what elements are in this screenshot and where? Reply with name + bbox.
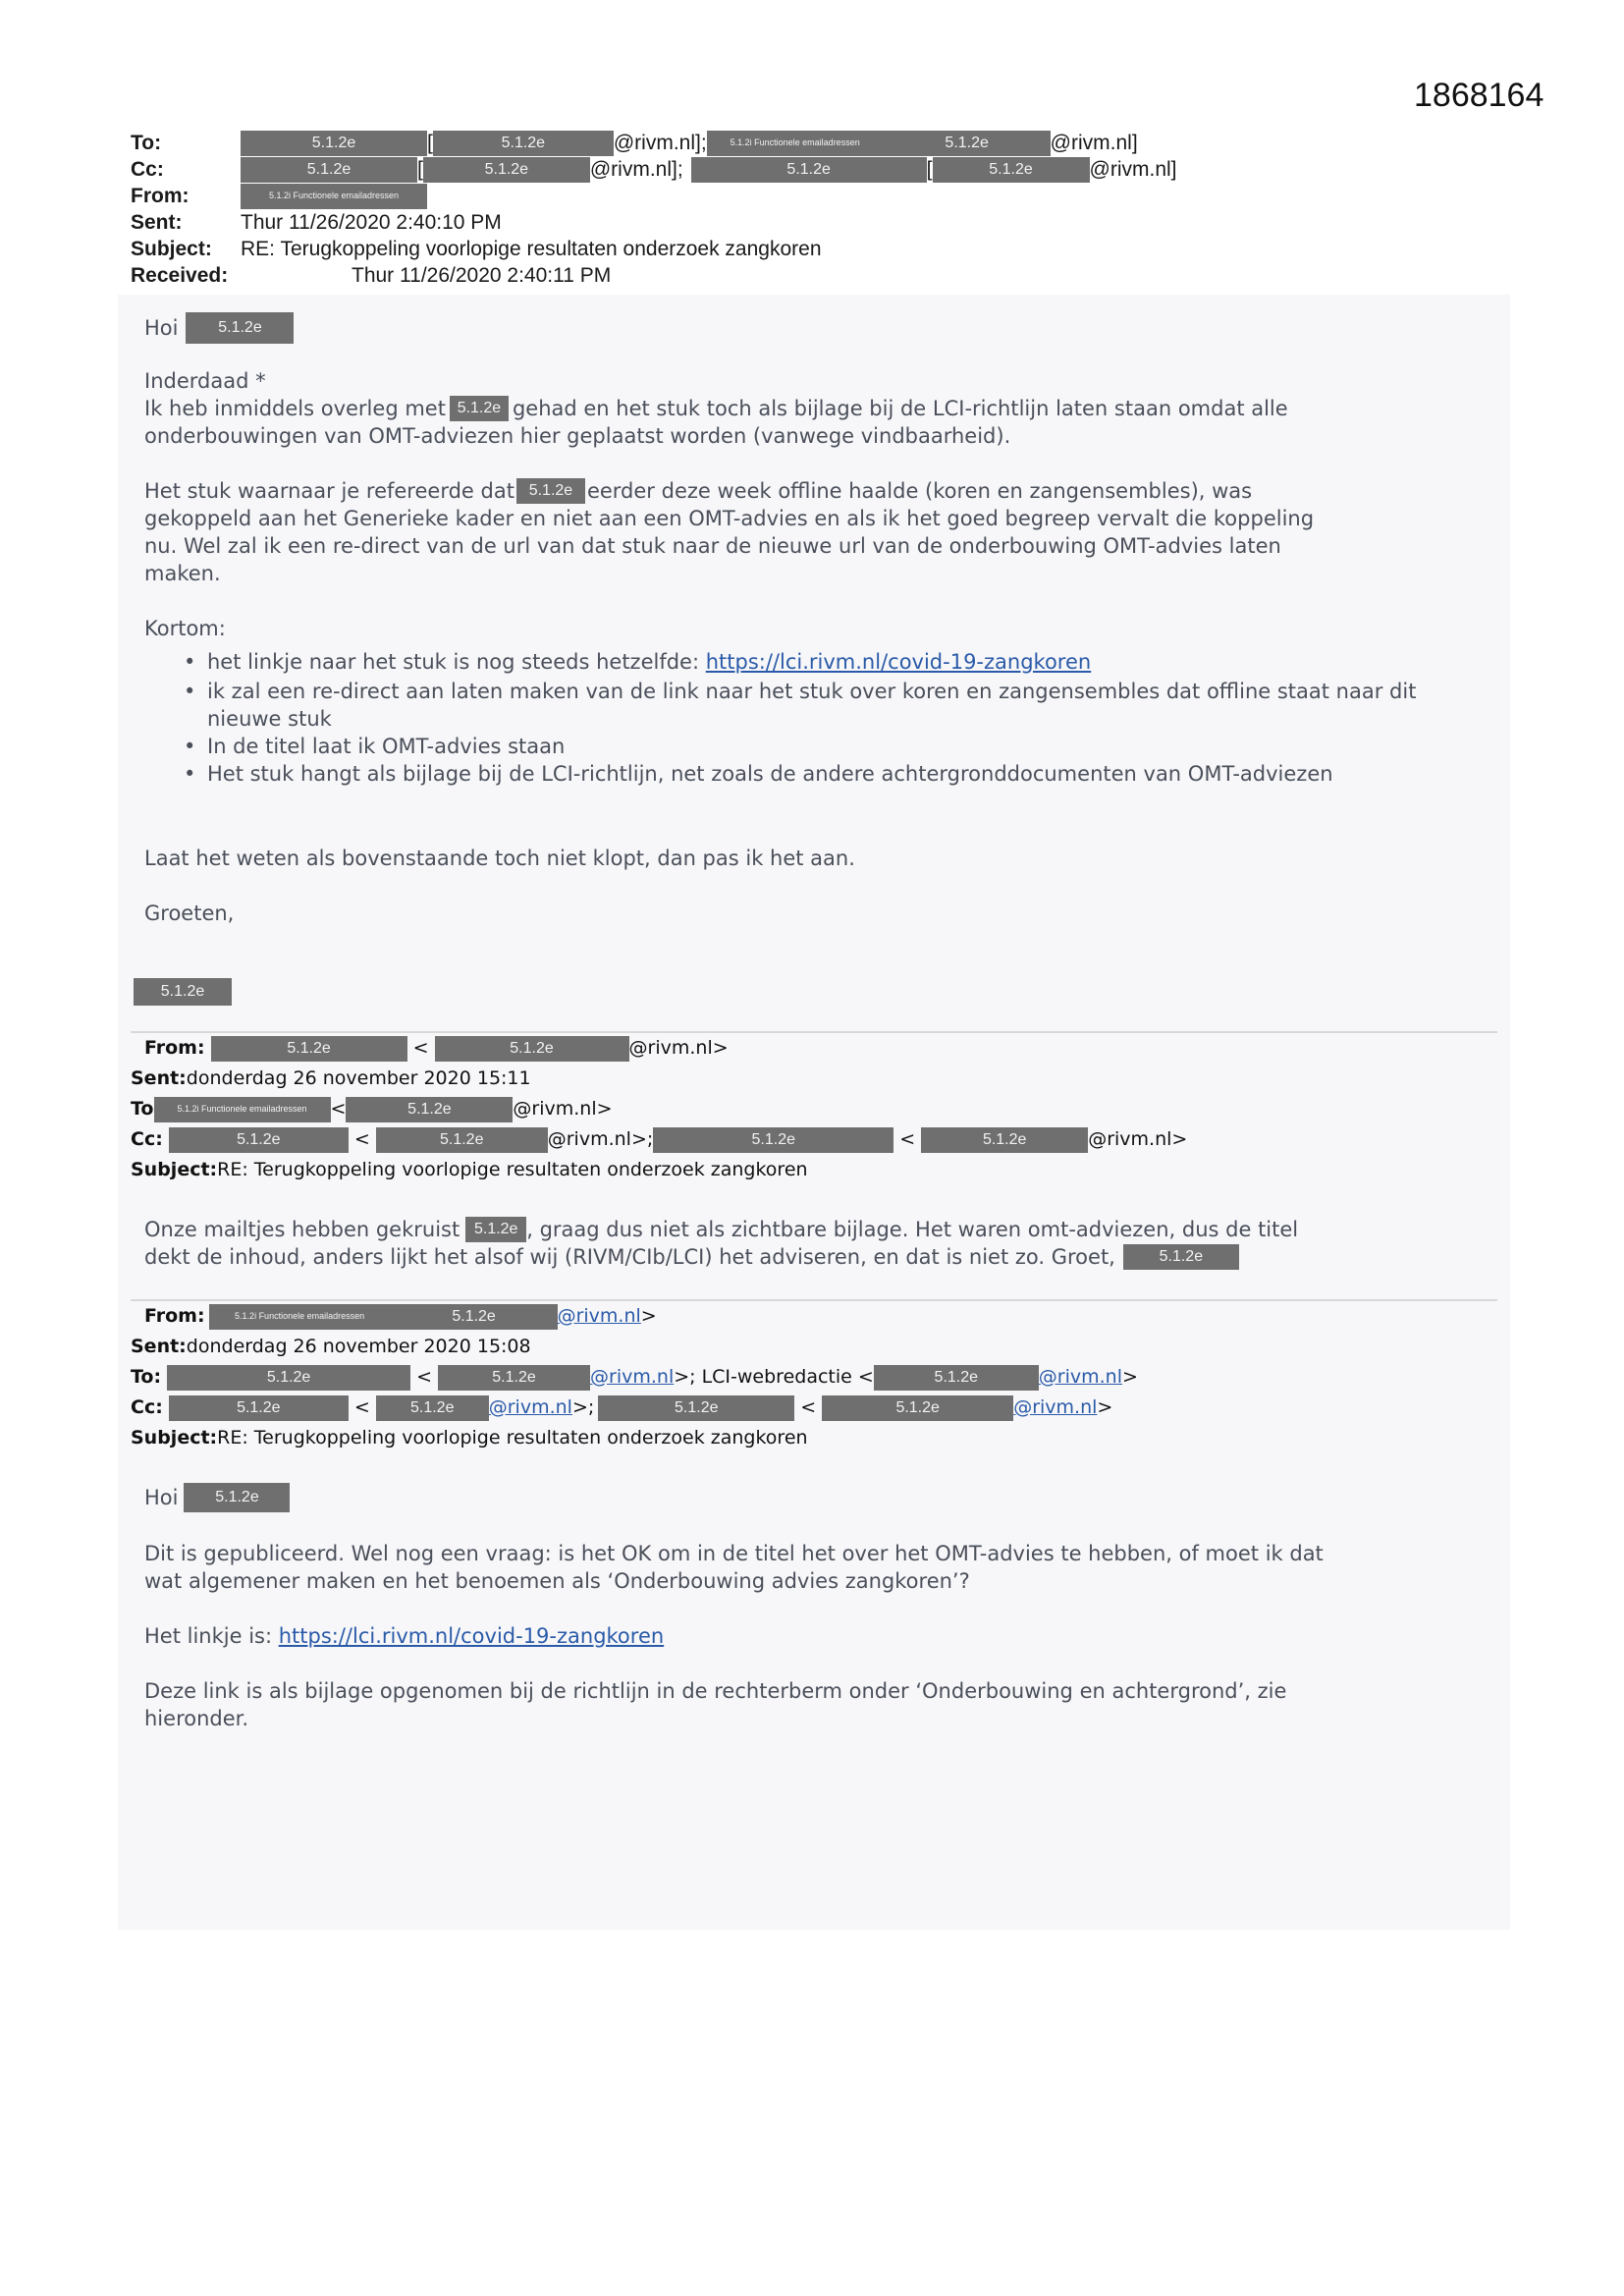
redaction-box: 5.1.2e <box>933 157 1090 183</box>
cc-domain: @rivm.nl <box>488 1396 572 1418</box>
message-body <box>144 312 1499 927</box>
redaction-box: 5.1.2e <box>653 1127 893 1153</box>
cc-domain: @rivm.nl]; <box>589 158 683 181</box>
quoted-message-body <box>144 1483 1499 1732</box>
redaction-box: 5.1.2e <box>450 396 509 421</box>
paragraph: nu. Wel zal ik een re-direct van de url van dat stuk naar de nieuwe url van de onderbouwing OMT-advies laten <box>144 534 1281 558</box>
redaction-box: 5.1.2e <box>921 1127 1088 1153</box>
paragraph: gekoppeld aan het Generieke kader en niet aan een OMT-advies en als ik het goed begreep vervalt die koppeling <box>144 507 1315 530</box>
to-domain: @rivm.nl] <box>1050 132 1138 154</box>
paragraph: Inderdaad * <box>144 369 266 393</box>
cc-row <box>131 1393 1138 1423</box>
text: Onze mailtjes hebben gekruist <box>144 1218 460 1241</box>
from-domain: @rivm.nl> <box>628 1037 729 1059</box>
cc-label: Cc: <box>131 1396 163 1418</box>
cc-domain: @rivm.nl>; <box>547 1128 654 1150</box>
subject-value: RE: Terugkoppeling voorlopige resultaten onderzoek zangkoren <box>217 1159 808 1180</box>
to-domain: @rivm.nl> <box>513 1098 613 1120</box>
separator: [ <box>417 158 423 181</box>
sent-value: Thur 11/26/2020 2:40:10 PM <box>241 211 502 234</box>
text: gehad en het stuk toch als bijlage bij de LCI-richtlijn laten staan omdat alle <box>512 397 1288 420</box>
paragraph: maken. <box>144 562 221 585</box>
text: > <box>640 1305 657 1327</box>
text: < <box>330 1098 347 1120</box>
to-domain: @rivm.nl]; <box>613 132 707 154</box>
from-label: From: <box>144 1037 205 1059</box>
redaction-box: 5.1.2e <box>465 1217 526 1242</box>
cc-domain: @rivm.nl> <box>1088 1128 1188 1150</box>
sent-label: Sent: <box>131 1067 187 1089</box>
to-label: To <box>131 1098 154 1120</box>
from-row <box>131 1033 1187 1064</box>
greeting: Hoi <box>144 316 179 340</box>
paragraph: Dit is gepubliceerd. Wel nog een vraag: is het OK om in de titel het over het OMT-advies te hebben, of moet ik dat <box>144 1542 1324 1565</box>
redaction-box: 5.1.2e <box>516 478 585 504</box>
to-row <box>131 130 1177 156</box>
redaction-box: 5.1.2e <box>241 157 417 183</box>
text: > <box>1097 1396 1113 1418</box>
greeting: Hoi <box>144 1486 179 1509</box>
text: < <box>353 1128 370 1150</box>
link[interactable]: https://lci.rivm.nl/covid-19-zangkoren <box>705 650 1092 674</box>
text: Het linkje is: <box>144 1624 279 1648</box>
redaction-box-functional: 5.1.2i Functionele emailadressen <box>209 1304 391 1330</box>
redaction-box: 5.1.2e <box>391 1304 558 1330</box>
paragraph: Groeten, <box>144 902 235 925</box>
redaction-box-functional: 5.1.2i Functionele emailadressen <box>241 184 427 209</box>
text: < <box>353 1396 370 1418</box>
text: < <box>800 1396 817 1418</box>
subject-value: RE: Terugkoppeling voorlopige resultaten onderzoek zangkoren <box>241 238 822 260</box>
document-id: 1868164 <box>1414 77 1544 114</box>
subject-row <box>131 1155 1187 1185</box>
from-row <box>131 183 1177 209</box>
email-header <box>131 130 1177 289</box>
list-item <box>184 648 1499 676</box>
received-label: Received: <box>131 264 229 287</box>
cc-domain: @rivm.nl] <box>1089 158 1177 181</box>
redaction-box: 5.1.2e <box>169 1127 349 1153</box>
redaction-box: 5.1.2e <box>376 1395 489 1421</box>
redaction-box-functional: 5.1.2i Functionele emailadressen <box>707 131 884 156</box>
cc-domain: @rivm.nl <box>1013 1396 1098 1418</box>
paragraph: Laat het weten als bovenstaande toch niet klopt, dan pas ik het aan. <box>144 847 855 870</box>
text: > <box>1122 1366 1138 1388</box>
text: < <box>899 1128 916 1150</box>
from-label: From: <box>144 1305 205 1327</box>
link[interactable]: https://lci.rivm.nl/covid-19-zangkoren <box>278 1624 665 1648</box>
to-label: To: <box>131 1366 162 1388</box>
text: Het stuk waarnaar je refereerde dat <box>144 479 514 503</box>
subject-row <box>131 236 1177 262</box>
sent-value: donderdag 26 november 2020 15:11 <box>186 1067 531 1089</box>
paragraph: Kortom: <box>144 617 226 640</box>
from-row <box>131 1301 1138 1332</box>
cc-row <box>131 156 1177 183</box>
sent-value: donderdag 26 november 2020 15:08 <box>186 1336 531 1357</box>
redaction-box: 5.1.2e <box>376 1127 548 1153</box>
redaction-box: 5.1.2e <box>874 1365 1039 1391</box>
redaction-box: 5.1.2e <box>1123 1244 1239 1270</box>
cc-row <box>131 1124 1187 1155</box>
subject-row <box>131 1423 1138 1453</box>
text: < <box>412 1037 429 1059</box>
sent-row <box>131 1332 1138 1362</box>
text: >; LCI-webredactie < <box>674 1366 874 1388</box>
to-label: To: <box>131 132 162 154</box>
redaction-box: 5.1.2e <box>186 312 294 344</box>
bullet-list <box>144 648 1499 788</box>
redaction-box: 5.1.2e <box>435 1036 629 1062</box>
redaction-box: 5.1.2e <box>691 157 927 183</box>
text: dekt de inhoud, anders lijkt het alsof wij (RIVM/CIb/LCI) het adviseren, en dat is niet zo. Groet, <box>144 1245 1115 1269</box>
quoted-message-body <box>144 1216 1499 1271</box>
paragraph: Deze link is als bijlage opgenomen bij de richtlijn in de rechterberm onder ‘Onderbouwing en achtergrond’, zie <box>144 1679 1287 1703</box>
received-value: Thur 11/26/2020 2:40:11 PM <box>352 264 612 287</box>
sent-row <box>131 1064 1187 1094</box>
redaction-box: 5.1.2e <box>241 131 427 156</box>
text: eerder deze week offline haalde (koren en zangensembles), was <box>586 479 1253 503</box>
subject-label: Subject: <box>131 1159 218 1180</box>
sent-label: Sent: <box>131 211 183 234</box>
list-item: • ik zal een re-direct aan laten maken van de link naar het stuk over koren en zangensembles dat offline staat naar dit nieuwe stuk <box>184 678 1474 733</box>
redaction-box-functional: 5.1.2i Functionele emailadressen <box>154 1097 331 1122</box>
redaction-box: 5.1.2e <box>423 157 590 183</box>
redaction-box: 5.1.2e <box>346 1097 513 1122</box>
separator: [ <box>427 132 433 154</box>
redaction-box-signature: 5.1.2e <box>134 978 232 1006</box>
redaction-box: 5.1.2e <box>167 1365 410 1391</box>
text: Ik heb inmiddels overleg met <box>144 397 446 420</box>
list-item: • In de titel laat ik OMT-advies staan <box>184 733 1499 760</box>
paragraph: wat algemener maken en het benoemen als ‘Onderbouwing advies zangkoren’? <box>144 1569 970 1593</box>
cc-label: Cc: <box>131 158 164 181</box>
sent-row <box>131 209 1177 236</box>
redaction-box: 5.1.2e <box>184 1483 290 1512</box>
to-row <box>131 1362 1138 1393</box>
paragraph: hieronder. <box>144 1707 249 1730</box>
subject-label: Subject: <box>131 238 212 260</box>
redaction-box: 5.1.2e <box>438 1365 590 1391</box>
text: >; <box>571 1396 595 1418</box>
redaction-box: 5.1.2e <box>169 1395 349 1421</box>
redaction-box: 5.1.2e <box>884 131 1051 156</box>
quoted-header <box>131 1033 1187 1185</box>
cc-label: Cc: <box>131 1128 163 1150</box>
to-row <box>131 1094 1187 1124</box>
received-row <box>131 262 1177 289</box>
to-domain: @rivm.nl <box>590 1366 675 1388</box>
redaction-box: 5.1.2e <box>822 1395 1013 1421</box>
subject-value: RE: Terugkoppeling voorlopige resultaten onderzoek zangkoren <box>217 1427 808 1449</box>
redaction-box: 5.1.2e <box>598 1395 794 1421</box>
text: , graag dus niet als zichtbare bijlage. Het waren omt-adviezen, dus de titel <box>526 1218 1299 1241</box>
from-domain: @rivm.nl <box>557 1305 641 1327</box>
from-label: From: <box>131 185 189 207</box>
list-item: • Het stuk hangt als bijlage bij de LCI-richtlijn, net zoals de andere achtergronddocumenten van OMT-adviezen <box>184 760 1415 788</box>
subject-label: Subject: <box>131 1427 218 1449</box>
sent-label: Sent: <box>131 1336 187 1357</box>
quoted-header <box>131 1301 1138 1453</box>
to-domain: @rivm.nl <box>1038 1366 1122 1388</box>
redaction-box: 5.1.2e <box>211 1036 407 1062</box>
text: het linkje naar het stuk is nog steeds hetzelfde: <box>207 650 706 674</box>
paragraph: onderbouwingen van OMT-adviezen hier geplaatst worden (vanwege vindbaarheid). <box>144 424 1011 448</box>
text: < <box>416 1366 433 1388</box>
redaction-box: 5.1.2e <box>433 131 614 156</box>
separator: [ <box>926 158 933 181</box>
